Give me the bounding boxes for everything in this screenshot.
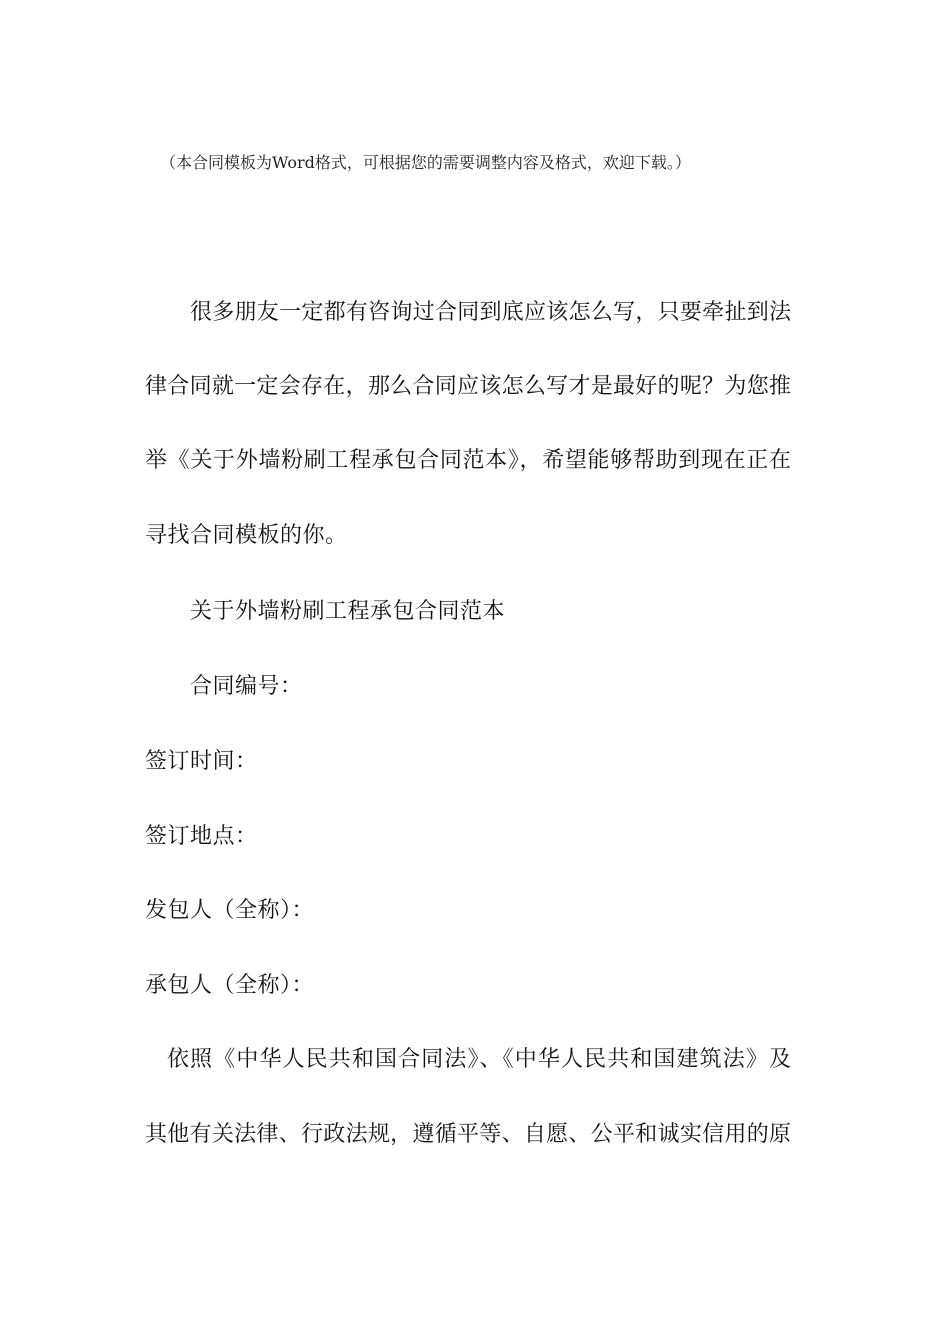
contract-title: 关于外墙粉刷工程承包合同范本 (190, 599, 506, 624)
basis-paragraph-line-2: 其他有关法律、行政法规，遵循平等、自愿、公平和诚实信用的原 (145, 1122, 792, 1147)
contract-number-label: 合同编号： (190, 674, 303, 699)
intro-paragraph-line-2: 律合同就一定会存在，那么合同应该怎么写才是最好的呢？为您推 (145, 374, 792, 399)
sign-time-label: 签订时间： (145, 749, 258, 774)
template-format-note: （本合同模板为Word格式，可根据您的需要调整内容及格式，欢迎下载。） (160, 153, 691, 172)
basis-paragraph-line-1: 依照《中华人民共和国合同法》、《中华人民共和国建筑法》及 (167, 1047, 793, 1072)
intro-paragraph-line-3: 举《关于外墙粉刷工程承包合同范本》，希望能够帮助到现在正在 (145, 448, 792, 473)
employer-label: 发包人（全称）： (145, 898, 315, 923)
sign-place-label: 签订地点： (145, 824, 258, 849)
contractor-label: 承包人（全称）： (145, 973, 315, 998)
intro-paragraph-line-4: 寻找合同模板的你。 (145, 523, 348, 548)
intro-paragraph-line-1: 很多朋友一定都有咨询过合同到底应该怎么写，只要牵扯到法 (190, 300, 792, 325)
